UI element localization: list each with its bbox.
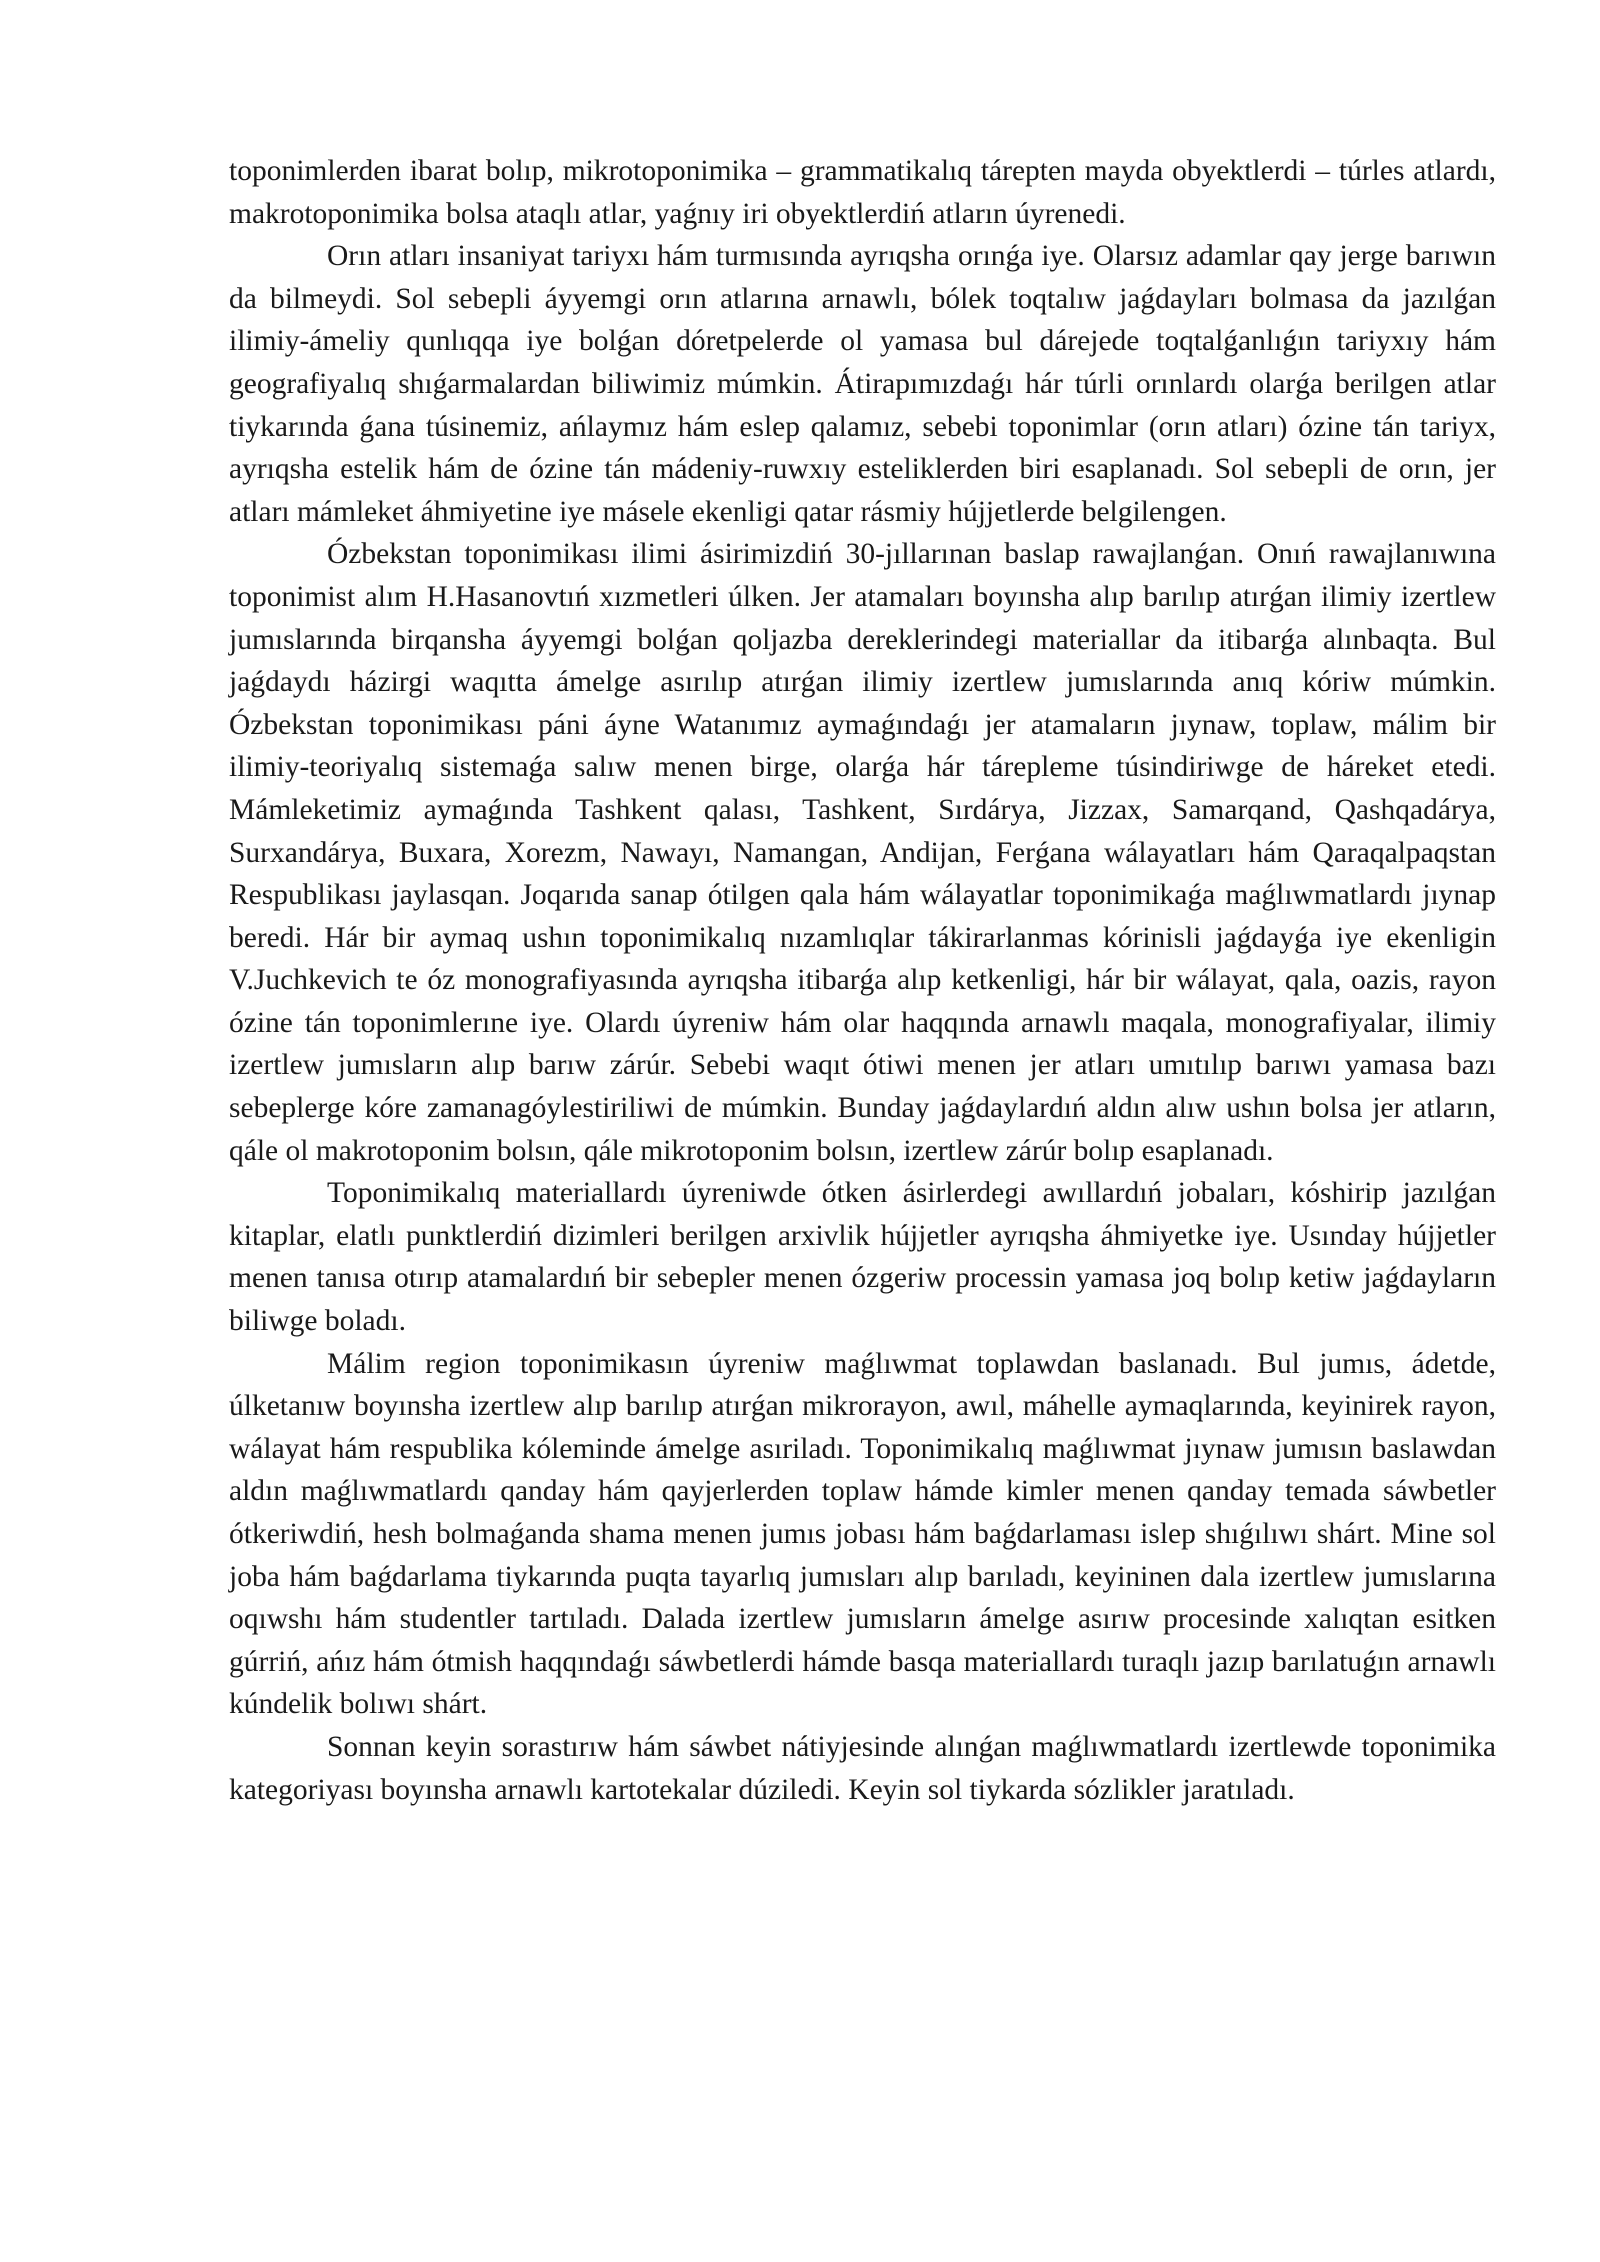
paragraph-5: Málim region toponimikasın úyreniw maǵlıwmat toplawdan baslanadı. Bul jumıs, ádetde, úlketanıw boyınsha izertlew alıp barılıp atırǵan mikrorayon, awıl, máhelle aymaqlarında, keyinirek rayon, wálayat hám respublika kóleminde ámelge asıriladı. Toponimikalıq maǵlıwmat jıynaw jumısın baslawdan aldın maǵlıwmatlardı qanday hám qayjerlerden toplaw hámde kimler menen qanday temada sáwbetler ótkeriwdiń, hesh bolmaǵanda shama menen jumıs jobası hám baǵdarlaması islep shıǵılıwı shárt. Mine sol joba hám baǵdarlama tiykarında puqta tayarlıq jumısları alıp barıladı, keyininen dala izertlew jumıslarına oqıwshı hám studentler tartıladı. Dalada izertlew jumısların ámelge asırıw procesinde xalıqtan esitken gúrriń, ańız hám ótmish haqqındaǵı sáwbetlerdi hámde basqa materiallardı turaqlı jazıp barılatuǵın arnawlı kúndelik bolıwı shárt. [229,1347,1496,1721]
paragraph-6: Sonnan keyin sorastırıw hám sáwbet nátiyjesinde alınǵan maǵlıwmatlardı izertlewde toponimika kategoriyası boyınsha arnawlı kartotekalar dúziledi. Keyin sol tiykarda sózlikler jaratıladı. [229,1730,1496,1806]
paragraph-1: toponimlerden ibarat bolıp, mikrotoponimika – grammatikalıq tárepten mayda obyektlerdi – túrles atlardı, makrotoponimika bolsa ataqlı atlar, yaǵnıy iri obyektlerdiń atların úyrenedi. [229,155,1496,230]
paragraph-2: Orın atları insaniyat tariyxı hám turmısında ayrıqsha orınǵa iye. Olarsız adamlar qay jerge barıwın da bilmeydi. Sol sebepli áyyemgi orın atlarına arnawlı, bólek toqtalıw jaǵdayları bolmasa da jazılǵan ilimiy-ámeliy qunlıqqa iye bolǵan dóretpelerde ol yamasa bul dárejede toqtalǵanlıǵın tariyxıy hám geografiyalıq shıǵarmalardan biliwimiz múmkin. Átirapımızdaǵı hár túrli orınlardı olarǵa berilgen atlar tiykarında ǵana túsinemiz, ańlaymız hám eslep qalamız, sebebi toponimlar (orın atları) ózine tán tariyx, ayrıqsha estelik hám de ózine tán mádeniy-ruwxıy esteliklerden biri esaplanadı. Sol sebepli de orın, jer atları mámleket áhmiyetine iye másele ekenligi qatar rásmiy hújjetlerde belgilengen. [229,240,1496,528]
paragraph-4: Toponimikalıq materiallardı úyreniwde ótken ásirlerdegi awıllardıń jobaları, kóshirip jazılǵan kitaplar, elatlı punktlerdiń dizimleri berilgen arxivlik hújjetler ayrıqsha áhmiyetke iye. Usınday hújjetler menen tanısa otırıp atamalardıń bir sebepler menen ózgeriw processin yamasa joq bolıp ketiw jaǵdayların biliwge boladı. [229,1177,1496,1338]
document-page [229,150,1496,1811]
paragraph-3: Ózbekstan toponimikası ilimi ásirimizdiń 30-jıllarınan baslap rawajlanǵan. Onıń rawajlanıwına toponimist alım H.Hasanovtıń xızmetleri úlken. Jer atamaları boyınsha alıp barılıp atırǵan ilimiy izertlew jumıslarında birqansha áyyemgi bolǵan qoljazba dereklerindegi materiallar da itibarǵa alınbaqta. Bul jaǵdaydı házirgi waqıtta ámelge asırılıp atırǵan ilimiy izertlew jumıslarında anıq kóriw múmkin. Ózbekstan toponimikası páni áyne Watanımız aymaǵındaǵı jer atamaların jıynaw, toplaw, málim bir ilimiy-teoriyalıq sistemaǵa salıw menen birge, olarǵa hár tárepleme túsindiriwge de háreket etedi. Mámleketimiz aymaǵında Tashkent qalası, Tashkent, Sırdárya, Jizzax, Samarqand, Qashqadárya, Surxandárya, Buxara, Xorezm, Nawayı, Namangan, Andijan, Ferǵana wálayatları hám Qaraqalpaqstan Respublikası jaylasqan. Joqarıda sanap ótilgen qala hám wálayatlar toponimikaǵa maǵlıwmatlardı jıynap beredi. Hár bir aymaq ushın toponimikalıq nızamlıqlar tákirarlanmas kórinisli jaǵdayǵa iye ekenligin V.Juchkevich te óz monografiyasında ayrıqsha itibarǵa alıp ketkenligi, hár bir wálayat, qala, oazis, rayon ózine tán toponimlerıne iye. Olardı úyreniw hám olar haqqında arnawlı maqala, monografiyalar, ilimiy izertlew jumısların alıp barıw zárúr. Sebebi waqıt ótiwi menen jer atları umıtılıp barıwı yamasa bazı sebeplerge kóre zamanagóylestiriliwi de múmkin. Bunday jaǵdaylardıń aldın alıw ushın bolsa jer atların, qále ol makrotoponim bolsın, qále mikrotoponim bolsın, izertlew zárúr bolıp esaplanadı. [229,538,1496,1167]
